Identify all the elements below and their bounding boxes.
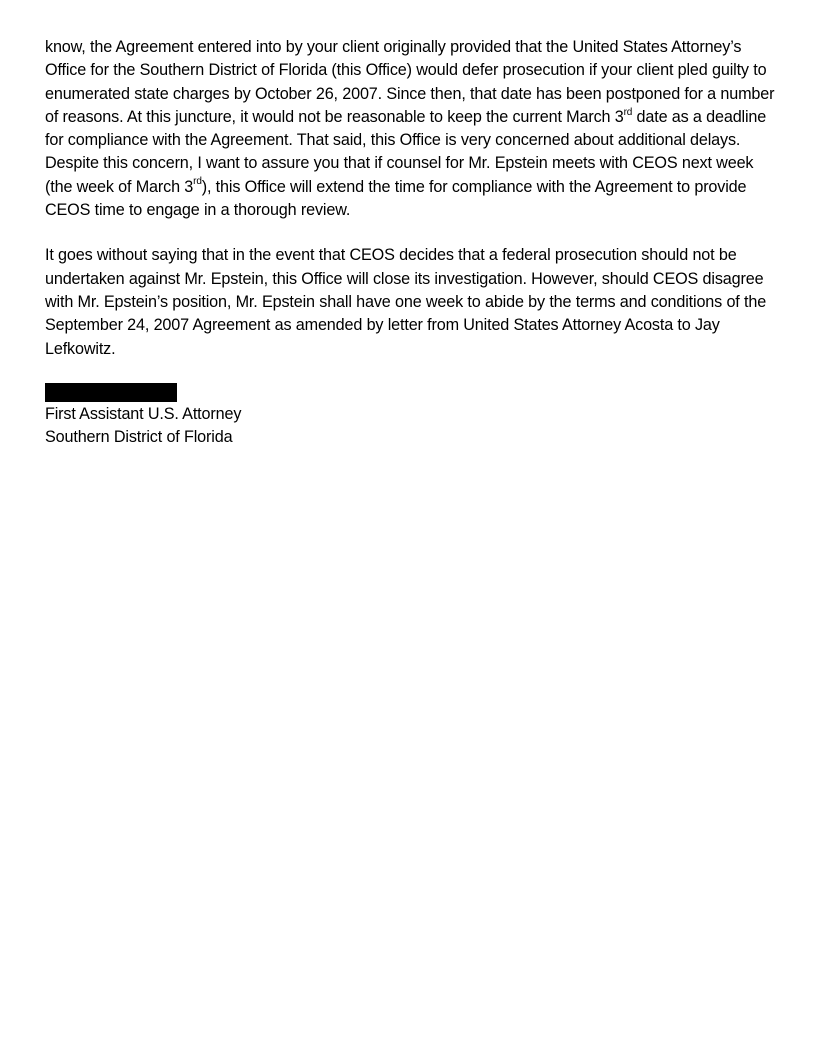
paragraph-1-text-part-1: know, the Agreement entered into by your client originally provided that the United States Attorney’s Office for the Southern District of Florida (this Office) would defer prosecution if your client pled guilty to enumerated state charges by October 26, 2007. Since then, that date has been postponed for a number of reasons. At this juncture, it would not be reasonable to keep the current March 3 <box>45 38 775 126</box>
signer-title: First Assistant U.S. Attorney <box>45 404 242 423</box>
paragraph-1-text-part-3: ), this Office will extend the time for compliance with the Agreement to provide CEOS time to engage in a thorough review. <box>45 177 747 220</box>
paragraph-1-text-part-2: date as a deadline for compliance with the Agreement. That said, this Office is very concerned about additional delays. Despite this concern, I want to assure you that if counsel for Mr. Epstein meets with CEOS next week (the week of March 3 <box>45 107 767 196</box>
letter-paragraph-2: It goes without saying that in the event that CEOS decides that a federal prosecution should not be undertaken against Mr. Epstein, this Office will close its investigation. However, should CEOS disagree with Mr. Epstein’s position, Mr. Epstein shall have one week to abide by the terms and conditions of the September 24, 2007 Agreement as amended by letter from United States Attorney Acosta to Jay Lefkowitz. <box>45 246 767 358</box>
redacted-name <box>45 383 177 402</box>
letter-paragraph-1 <box>45 36 777 222</box>
letter-page <box>45 36 777 449</box>
ordinal-suffix-1: rd <box>623 106 633 118</box>
signature-block <box>45 383 777 450</box>
signer-district: Southern District of Florida <box>45 428 233 447</box>
ordinal-suffix-2: rd <box>193 176 202 188</box>
